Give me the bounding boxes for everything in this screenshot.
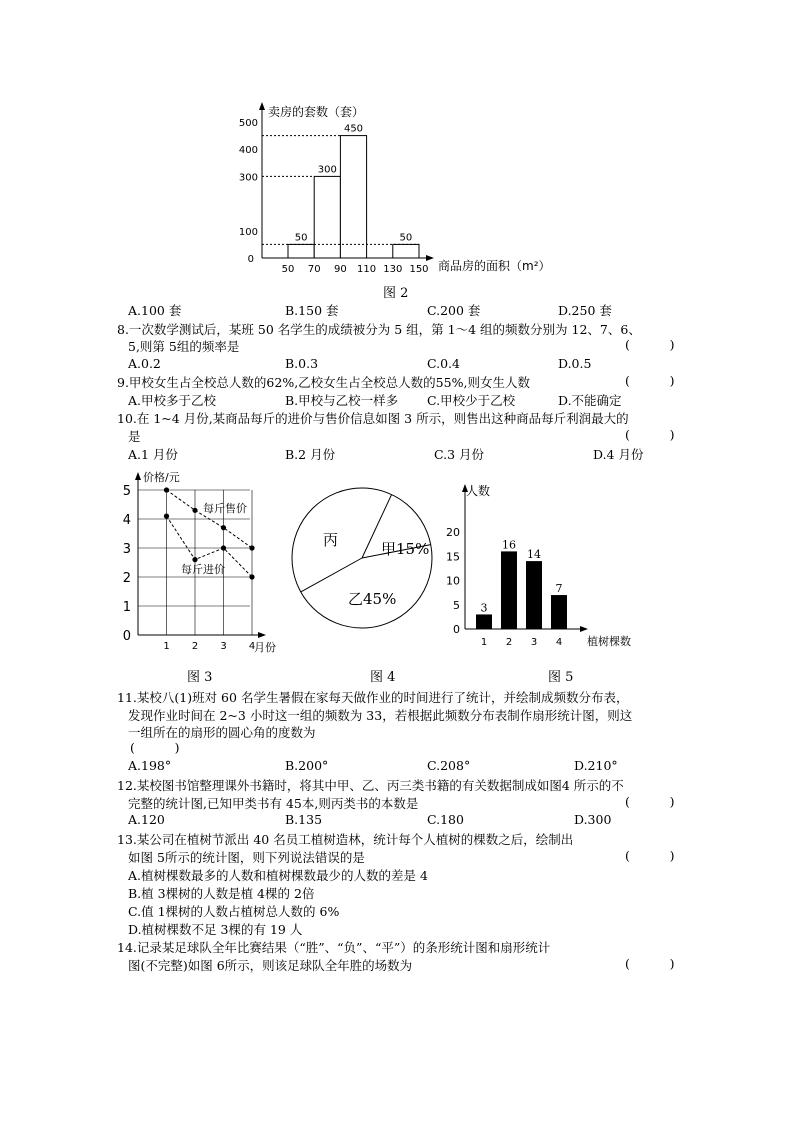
q11-option-d: D.210° (574, 758, 618, 773)
q8-option-a: A.0.2 (128, 356, 161, 371)
fig5-bar-label: 7 (555, 582, 563, 596)
q12-option-d: D.300 (574, 812, 612, 827)
fig3-point (164, 514, 169, 519)
q12-text-2: 完整的统计图,已知甲类书有 45本,则丙类书的本数是 (128, 796, 419, 811)
fig2-x-tick: 50 (281, 264, 295, 275)
fig3-point (192, 508, 197, 513)
fig2-bar (393, 244, 419, 258)
fig3-y-tick: 2 (122, 571, 131, 586)
q7-option-c: C.200 套 (427, 303, 481, 318)
fig5-bar (501, 551, 517, 629)
figure-5-caption: 图 5 (548, 670, 574, 685)
fig5-bar (526, 561, 542, 629)
fig3-x-tick: 2 (191, 641, 199, 652)
fig3-ylabel: 价格/元 (143, 471, 180, 484)
q8-text-2: 5,则第 5组的频率是 (128, 339, 240, 354)
fig3-point (164, 487, 169, 492)
q9-option-b: B.甲校与乙校一样多 (285, 393, 399, 408)
fig3-x-tick: 1 (163, 641, 170, 652)
q11-answer-paren: ( ) (130, 740, 180, 755)
q12-option-c: C.180 (427, 812, 464, 827)
q13-text-2: 如图 5所示的统计图，则下列说法错误的是 (128, 850, 365, 865)
fig3-y-tick: 5 (122, 484, 131, 499)
fig2-y-tick: 100 (238, 226, 258, 238)
q13-option-a: A.植树棵数最多的人数和植树棵数最少的人数的差是 4 (128, 868, 428, 883)
fig5-y-tick: 0 (453, 623, 460, 636)
q9-option-a: A.甲校多于乙校 (128, 393, 217, 408)
fig3-point (221, 525, 226, 530)
fig2-origin: 0 (247, 254, 254, 265)
fig3-x-tick: 3 (220, 641, 227, 652)
fig3-series-label: 每斤售价 (203, 502, 247, 515)
q10-option-a: A.1 月份 (128, 447, 178, 462)
fig5-bar-label: 3 (480, 601, 488, 615)
q13-option-c: C.值 1棵树的人数占植树总人数的 6% (128, 904, 340, 919)
fig2-x-tick: 150 (409, 264, 429, 275)
q10-text-2: 是 (128, 429, 141, 444)
q7-option-d: D.250 套 (558, 303, 612, 318)
figure-2-caption: 图 2 (383, 286, 409, 301)
q7-option-b: B.150 套 (285, 303, 339, 318)
fig2-ylabel: 卖房的套数（套） (268, 105, 365, 119)
fig5-ylabel: 人数 (466, 484, 491, 498)
q12-option-a: A.120 (128, 812, 165, 827)
q7-option-a: A.100 套 (128, 303, 182, 318)
figure-4-pie-chart (285, 480, 445, 640)
figure-2-histogram (225, 100, 565, 280)
q8-text-1: 8.一次数学测试后，某班 50 名学生的成绩被分为 5 组，第 1～4 组的频数分别为 12、7、6、 (117, 322, 641, 337)
fig3-y-tick: 0 (122, 629, 131, 644)
fig2-x-tick: 110 (357, 264, 377, 275)
fig3-y-tick: 1 (122, 600, 131, 615)
fig5-bar-label: 16 (502, 538, 516, 552)
q10-option-b: B.2 月份 (285, 447, 336, 462)
q10-option-d: D.4 月份 (593, 447, 644, 462)
q10-answer-paren: ( ) (625, 427, 675, 442)
fig2-bar (340, 136, 366, 258)
q11-option-a: A.198° (128, 758, 172, 773)
q12-text-1: 12.某校图书馆整理课外书籍时，将其中甲、乙、丙三类书籍的有关数据制成如图4 所示的不 (117, 778, 624, 793)
fig3-y-tick: 4 (122, 513, 131, 528)
q8-answer-paren: ( ) (625, 337, 675, 352)
fig4-slice-label: 丙 (323, 531, 339, 549)
q10-text-1: 10.在 1~4 月份,某商品每斤的进价与售价信息如图 3 所示，则售出这种商品每斤利润最大的 (117, 411, 629, 426)
fig5-y-tick: 5 (453, 598, 460, 612)
fig2-x-tick: 90 (334, 264, 347, 275)
fig2-bar-label: 300 (317, 164, 337, 176)
fig3-point (221, 545, 226, 550)
fig5-x-tick: 4 (555, 637, 563, 648)
fig5-xlabel: 植树棵数 (587, 635, 631, 648)
q11-option-c: C.208° (427, 758, 471, 773)
fig2-bar-label: 450 (343, 123, 364, 135)
q9-answer-paren: ( ) (625, 373, 675, 388)
q13-text-1: 13.某公司在植树节派出 40 名员工植树造林，统计每个人植树的棵数之后，绘制出 (117, 832, 574, 847)
q12-answer-paren: ( ) (625, 794, 675, 809)
fig5-x-tick: 2 (505, 637, 513, 648)
q14-answer-paren: ( ) (625, 956, 675, 971)
fig2-xlabel: 商品房的面积（m²） (438, 259, 551, 273)
q13-option-b: B.植 3棵树的人数是植 4棵的 2倍 (128, 886, 315, 901)
fig3-series-label: 每斤进价 (181, 563, 225, 576)
q11-option-b: B.200° (285, 758, 329, 773)
q13-option-d: D.植树棵数不足 3棵的有 19 人 (128, 922, 303, 937)
fig3-y-tick: 3 (122, 542, 131, 557)
q11-text-3: 一组所在的扇形的圆心角的度数为 (128, 725, 316, 740)
fig3-point (192, 557, 197, 562)
fig2-y-tick: 400 (238, 145, 258, 157)
fig3-point (249, 545, 254, 550)
q8-option-b: B.0.3 (285, 356, 319, 371)
figure-4-caption: 图 4 (370, 670, 396, 685)
fig5-x-tick: 1 (480, 637, 488, 648)
fig2-bar (314, 176, 340, 258)
q8-option-c: C.0.4 (427, 356, 460, 371)
fig5-y-tick: 20 (446, 526, 460, 539)
fig2-x-tick: 70 (307, 264, 321, 275)
figure-3-line-chart (118, 470, 288, 660)
fig5-x-tick: 3 (530, 637, 538, 648)
fig2-bar (288, 244, 314, 258)
q13-answer-paren: ( ) (625, 848, 675, 863)
fig5-bar (551, 595, 567, 629)
q14-text-2: 图(不完整)如图 6所示，则该足球队全年胜的场数为 (128, 958, 413, 973)
q9-text-1: 9.甲校女生占全校总人数的62%,乙校女生占全校总人数的55%,则女生人数 (117, 375, 530, 390)
q14-text-1: 14.记录某足球队全年比赛结果（“胜”、“负”、“平”）的条形统计图和扇形统计 (117, 940, 551, 955)
fig2-x-tick: 130 (383, 264, 403, 275)
fig5-y-tick: 15 (446, 550, 460, 564)
q9-option-c: C.甲校少于乙校 (427, 393, 516, 408)
fig2-bar-label: 50 (399, 232, 413, 244)
fig3-point (249, 574, 254, 579)
fig5-y-tick: 10 (446, 574, 460, 588)
fig3-xlabel: 月份 (254, 641, 276, 654)
fig3-x-tick: 4 (248, 641, 256, 652)
q9-option-d: D.不能确定 (558, 393, 622, 408)
q11-text-2: 发现作业时间在 2~3 小时这一组的频数为 33，若根据此频数分布表制作扇形统计图，则这 (128, 708, 633, 723)
fig2-y-tick: 300 (238, 172, 258, 184)
fig2-y-tick: 500 (238, 118, 258, 129)
fig2-bar-label: 50 (294, 232, 308, 244)
figure-3-caption: 图 3 (187, 670, 213, 685)
figure-5-bar-chart (440, 478, 680, 658)
q8-option-d: D.0.5 (558, 356, 592, 371)
fig5-bar (476, 614, 492, 629)
fig4-slice-label: 甲15% (381, 540, 430, 558)
fig5-bar-label: 14 (527, 548, 541, 562)
q12-option-b: B.135 (285, 812, 323, 827)
fig4-slice-label: 乙45% (348, 590, 397, 608)
q11-text-1: 11.某校八(1)班对 60 名学生暑假在家每天做作业的时间进行了统计，并绘制成频数分布表， (117, 690, 629, 705)
q10-option-c: C.3 月份 (434, 447, 485, 462)
